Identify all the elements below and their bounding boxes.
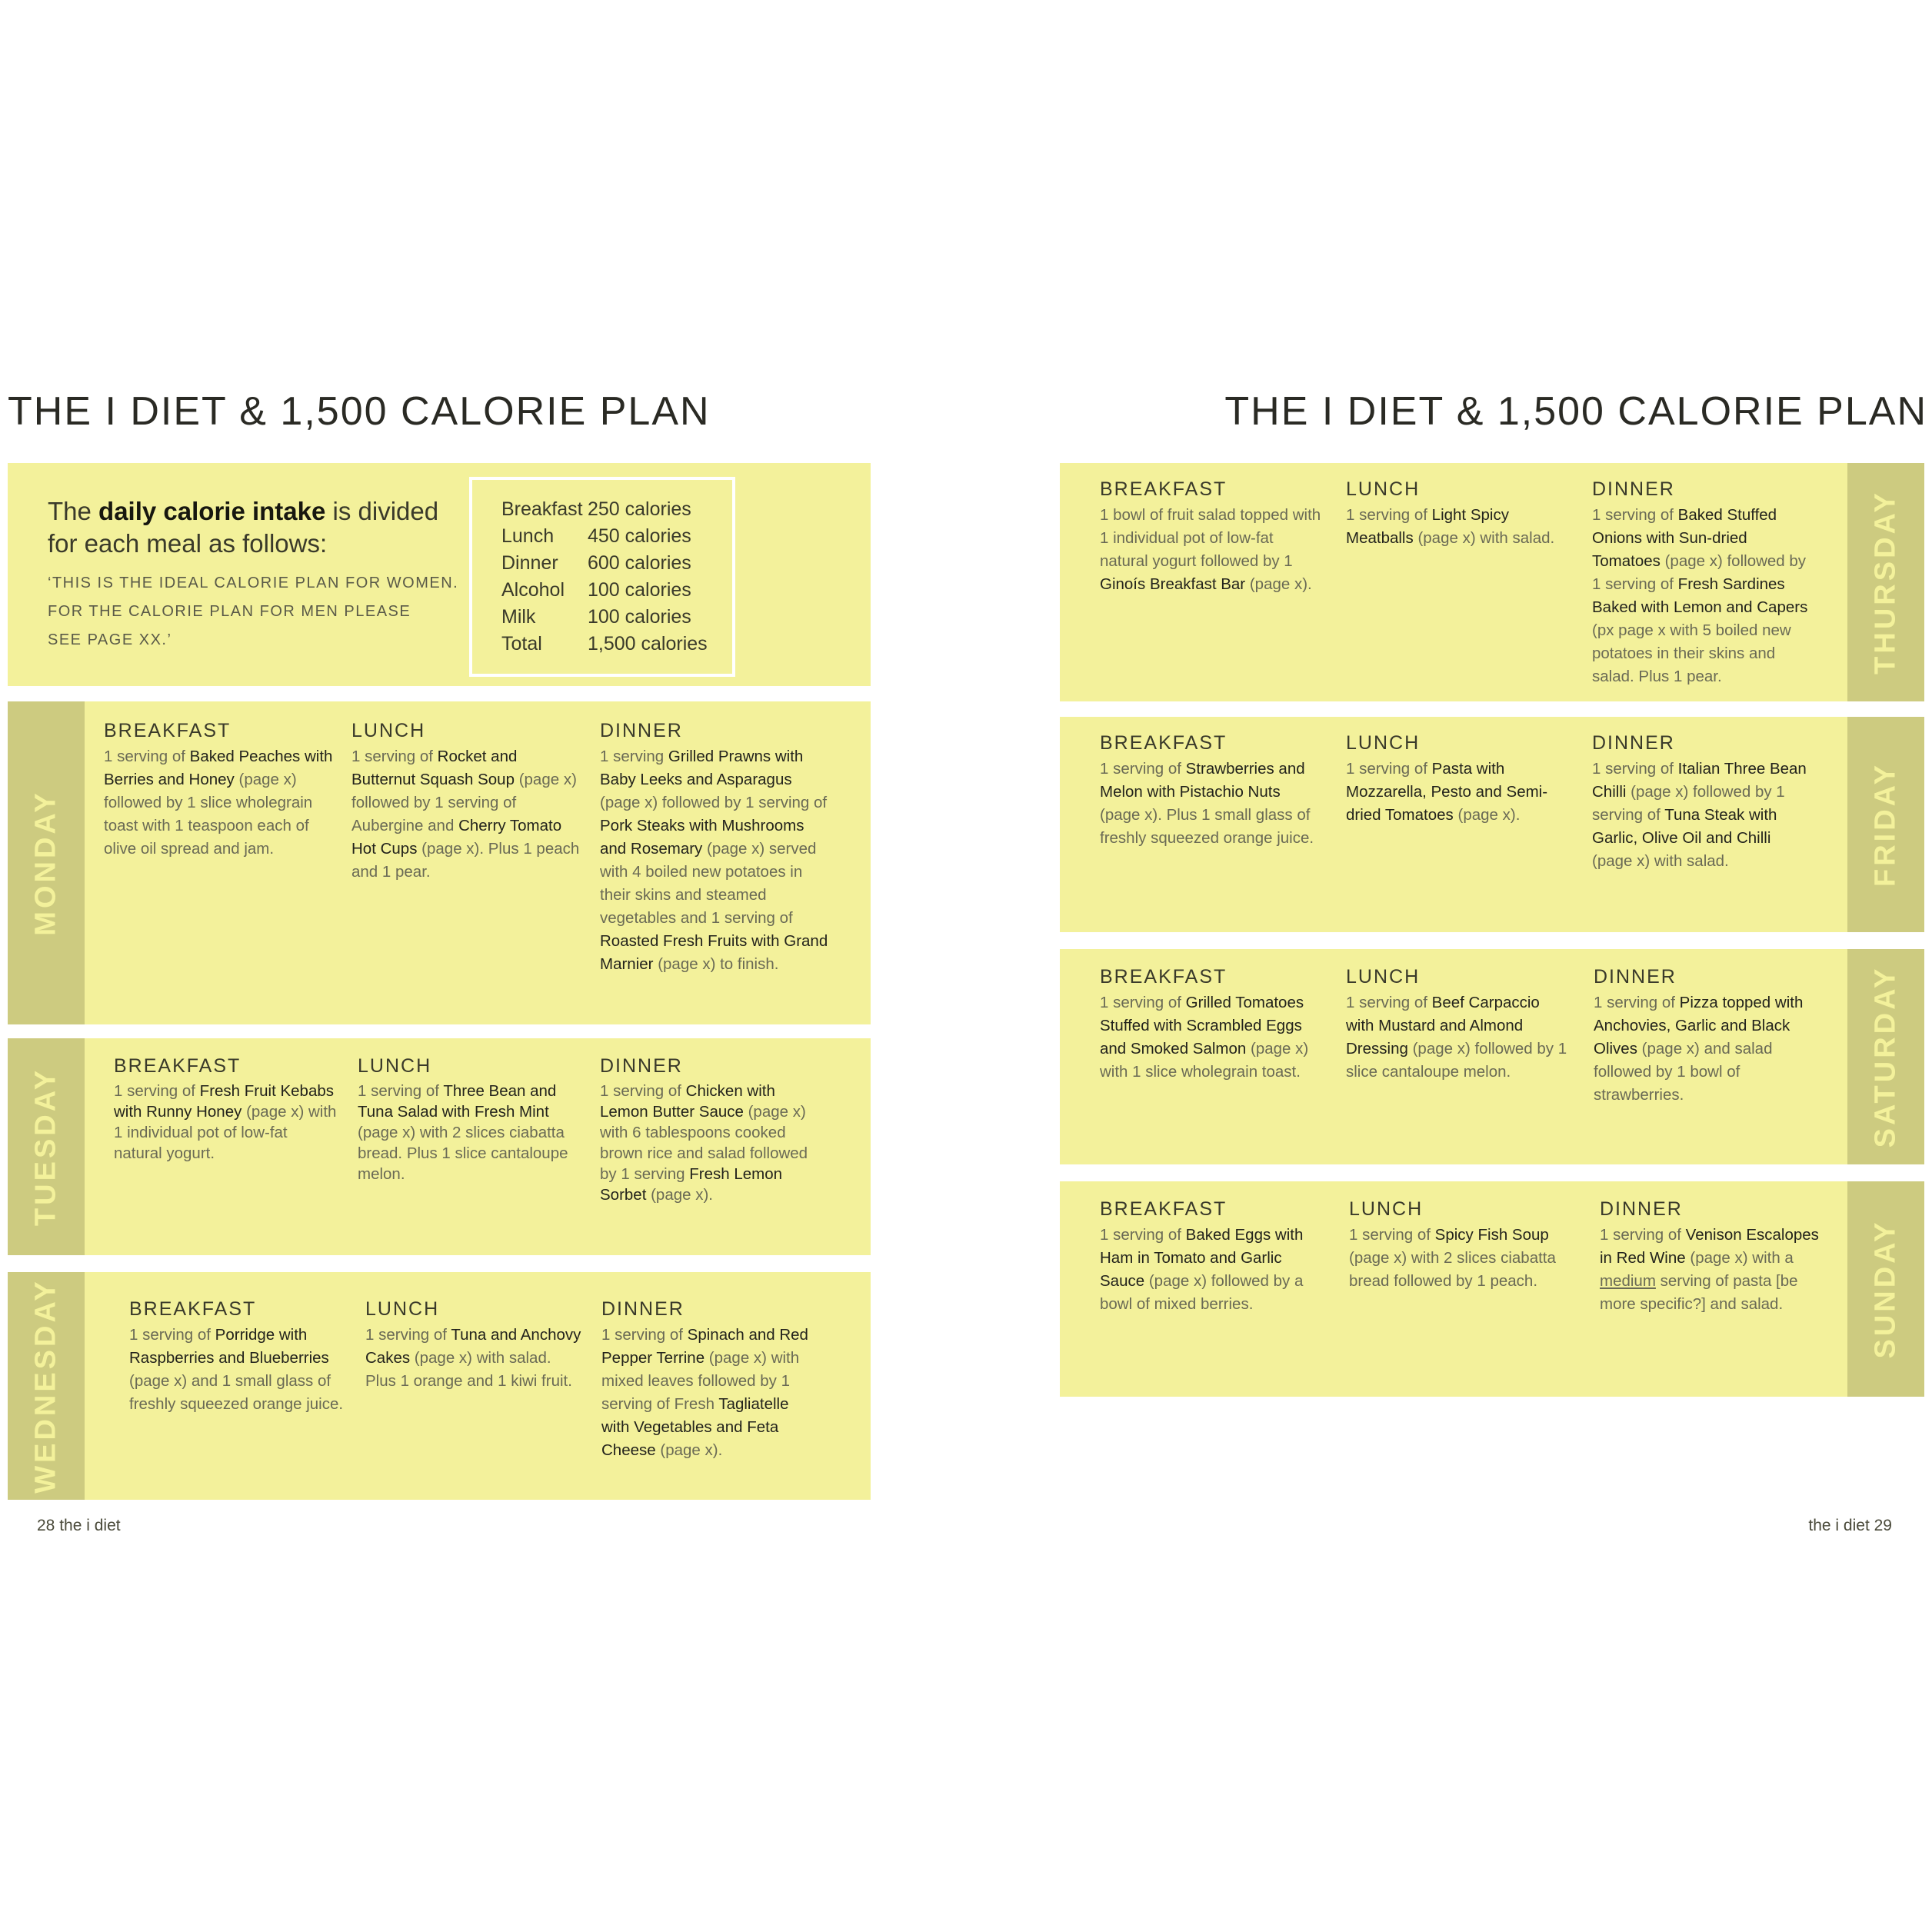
dish-name: Tagliatelle with Vegetables and Feta Cheese [601,1395,789,1459]
meal-text-segment: (page x). Plus 1 small glass of freshly squeezed orange juice. [1100,806,1314,847]
meal-lunch: LUNCH 1 serving of Three Bean and Tuna Salad with Fresh Mint (page x) with 2 slices ciabatta bread. Plus 1 slice cantaloupe melon. [358,1055,568,1183]
calorie-row: Total 1,500 calories [501,633,708,655]
meal-text-segment: (page x) followed by 1 serving of [600,794,828,811]
dish-name: Baked Peaches with Berries and Honey [104,748,333,788]
calorie-row: Dinner 600 calories [501,552,691,574]
dish-name: Grilled Tomatoes Stuffed with Scrambled Eggs and Smoked Salmon [1100,994,1304,1058]
meal-text-segment: 1 serving of [1594,994,1680,1011]
meal-dinner: DINNER 1 serving of Pizza topped with Anchovies, Garlic and Black Olives (page x) and salad followed by 1 bowl of strawberries. [1594,966,1804,1104]
meal-text-segment: 1 serving of [1592,506,1678,524]
meal-dinner: DINNER 1 serving of Chicken with Lemon Butter Sauce (page x) with 6 tablespoons cooked brown rice and salad followed by 1 serving Fresh Lemon Sorbet (page x). [600,1055,808,1204]
day-strip [1847,1181,1924,1397]
dish-name: Fresh Lemon Sorbet [600,1165,783,1204]
meal-text-segment: (page x) with salad. [1413,529,1555,547]
dish-name: Chicken with Lemon Butter Sauce [600,1082,775,1121]
meal-dinner: DINNER 1 serving of Spinach and Red Pepper Terrine (page x) with mixed leaves followed by 1 serving of Fresh Tagliatelle with Vegetables and Feta Cheese (page x). [601,1298,808,1459]
dish-name: Venison Escalopes in Red Wine [1600,1226,1819,1267]
meal-text-segment: (page x) followed by 1 slice wholegrain toast with 1 teaspoon each of olive oil spread and jam. [104,771,313,858]
dish-name: Fresh Sardines Baked with Lemon and Capers [1592,575,1808,616]
meal-text-segment: (page x) with mixed leaves followed by 1 serving of Fresh [601,1349,800,1413]
meal-dinner: DINNER 1 serving Grilled Prawns with Baby Leeks and Asparagus (page x) followed by 1 serving of Pork Steaks with Mushrooms and Rosemary (page x) served with 4 boiled new potatoes in their skins and steamed vegetables and 1 serving of Roasted Fresh Fruits with Grand Marnier (page x) to finish. [600,720,828,973]
intro-note: ‘THIS IS THE IDEAL CALORIE PLAN FOR WOMEN. FOR THE CALORIE PLAN FOR MEN PLEASE SEE PAGE XX.’ [48,575,459,648]
meal-breakfast: BREAKFAST 1 serving of Baked Peaches with Berries and Honey (page x) followed by 1 slice wholegrain toast with 1 teaspoon each of olive oil spread and jam. [104,720,333,858]
calorie-breakdown-table [469,477,735,677]
dish-name: Tuna and Anchovy Cakes [365,1326,581,1367]
meal-text-segment: (page x) served with 4 boiled new potatoes in their skins and steamed vegetables and 1 serving of [600,840,817,927]
meal-text-segment: (page x) and salad followed by 1 bowl of strawberries. [1594,1040,1773,1104]
meal-text-segment: (page x) with 1 individual pot of low-fat natural yogurt. [114,1103,337,1162]
page-title: THE I DIET & 1,500 CALORIE PLAN [8,389,711,434]
meal-text-segment: (page x) with 2 slices ciabatta bread followed by 1 peach. [1349,1249,1556,1290]
day-strip [1847,463,1924,701]
calorie-row: Alcohol 100 calories [501,579,691,601]
intro-heading: The daily calorie intake is divided for each meal as follows: [48,497,439,558]
meal-text-segment: serving of pasta [be more specific?] and salad. [1600,1272,1798,1313]
day-strip [8,1038,85,1255]
meal-text-segment: 1 serving of [600,1082,686,1100]
day-block-sunday [1060,1181,1924,1397]
meal-text-segment: (page x) with 2 slices ciabatta bread. Plus 1 slice cantaloupe melon. [358,1124,568,1183]
meal-text-segment: (page x) with a [1685,1249,1794,1267]
meal-text-segment: 1 serving of [1100,760,1186,778]
day-label: WEDNESDAY [29,1278,62,1494]
dish-name: Beef Carpaccio with Mustard and Almond Dressing [1346,994,1540,1058]
meal-text-segment: (page x) with salad. Plus 1 orange and 1 kiwi fruit. [365,1349,572,1390]
meal-text-segment: 1 serving of [351,748,438,765]
meal-dinner: DINNER 1 serving of Venison Escalopes in Red Wine (page x) with a medium serving of pasta [be more specific?] and salad. [1600,1198,1819,1313]
meal-text-segment: (page x). [655,1441,723,1459]
meal-text-segment: (page x). [1453,806,1521,824]
meal-text-segment: (page x) with 6 tablespoons cooked brown rice and salad followed by 1 serving [600,1103,808,1183]
page-footer: the i diet 29 [1808,1517,1892,1534]
calorie-intro-box [8,463,871,686]
meal-dinner: DINNER 1 serving of Baked Stuffed Onions with Sun-dried Tomatoes (page x) followed by 1 serving of Fresh Sardines Baked with Lemon and Capers (px page x with 5 boiled new potatoes in their skins and salad. Plus 1 pear. [1592,478,1808,685]
page-footer: 28 the i diet [37,1517,121,1534]
day-strip [8,1272,85,1500]
meal-text-segment: (page x) followed by 1 serving of [1592,552,1807,593]
meal-breakfast: BREAKFAST 1 serving of Fresh Fruit Kebabs with Runny Honey (page x) with 1 individual pot of low-fat natural yogurt. [114,1055,337,1162]
day-label: FRIDAY [1869,762,1902,887]
day-label: SATURDAY [1869,965,1902,1148]
day-label: THURSDAY [1869,490,1902,675]
meal-text-segment: (page x). Plus 1 peach and 1 pear. [351,840,580,881]
meal-text-segment: (page x) with salad. [1592,852,1729,870]
page-title: THE I DIET & 1,500 CALORIE PLAN [1224,389,1927,434]
meal-text-segment: 1 serving of [1600,1226,1686,1244]
meal-text-segment: 1 serving of [1592,760,1678,778]
dish-name: Italian Three Bean Chilli [1592,760,1807,801]
right-page [966,0,1932,1932]
dish-name: Strawberries and Melon with Pistachio Nuts [1100,760,1305,801]
day-strip [1847,949,1924,1164]
meal-lunch: LUNCH 1 serving of Spicy Fish Soup (page x) with 2 slices ciabatta bread followed by 1 peach. [1349,1198,1556,1290]
meal-text-segment: (page x). [646,1186,714,1204]
dish-name: Grilled Prawns with Baby Leeks and Asparagus [600,748,804,788]
day-label: TUESDAY [29,1067,62,1227]
dish-name: Three Bean and Tuna Salad with Fresh Mint [358,1082,557,1121]
meal-text-segment: 1 serving of [358,1082,444,1100]
day-block-monday [8,701,871,1024]
dish-name: Cherry Tomato Hot Cups [351,817,562,858]
dish-name: Tuna Steak with Garlic, Olive Oil and Chilli [1592,806,1777,847]
meal-text-segment: medium [1600,1272,1656,1290]
day-strip [8,701,85,1024]
meal-breakfast: BREAKFAST 1 serving of Baked Eggs with Ham in Tomato and Garlic Sauce (page x) followed by a bowl of mixed berries. [1100,1198,1304,1313]
dish-name: Baked Stuffed Onions with Sun-dried Tomatoes [1592,506,1777,570]
dish-name: Pasta with Mozzarella, Pesto and Semi-dried Tomatoes [1346,760,1548,824]
meal-text-segment: (page x) followed by 1 slice cantaloupe melon. [1346,1040,1567,1081]
calorie-row: Milk 100 calories [501,606,691,628]
day-block-wednesday [8,1272,871,1500]
day-label: MONDAY [29,790,62,936]
day-block-friday [1060,717,1924,932]
dish-name: Ginoís Breakfast Bar [1100,575,1246,593]
day-block-tuesday [8,1038,871,1255]
dish-name: Spinach and Red Pepper Terrine [601,1326,808,1367]
dish-name: Rocket and Butternut Squash Soup [351,748,518,788]
meal-breakfast: BREAKFAST 1 serving of Strawberries and Melon with Pistachio Nuts (page x). Plus 1 small glass of freshly squeezed orange juice. [1100,732,1314,847]
meal-text-segment: 1 bowl of fruit salad topped with 1 individual pot of low-fat natural yogurt followed by 1 [1100,506,1321,570]
meal-text-segment: (page x) with 1 slice wholegrain toast. [1100,1040,1309,1081]
meal-text-segment: (px page x with 5 boiled new potatoes in their skins and salad. Plus 1 pear. [1592,621,1791,685]
meal-text-segment: (page x) followed by 1 serving of Aubergine and [351,771,577,834]
meal-lunch: LUNCH 1 serving of Beef Carpaccio with Mustard and Almond Dressing (page x) followed by 1 slice cantaloupe melon. [1346,966,1567,1081]
meal-breakfast: BREAKFAST 1 bowl of fruit salad topped with 1 individual pot of low-fat natural yogurt followed by 1 Ginoís Breakfast Bar (page x). [1100,478,1321,593]
calorie-row: Lunch 450 calories [501,525,691,547]
meal-text-segment: (page x). [1245,575,1312,593]
dish-name: Baked Eggs with Ham in Tomato and Garlic Sauce [1100,1226,1304,1290]
meal-text-segment: 1 serving [600,748,668,765]
dish-name: Pork Steaks with Mushrooms and Rosemary [600,817,804,858]
dish-name: Porridge with Raspberries and Blueberries [129,1326,329,1367]
meal-lunch: LUNCH 1 serving of Pasta with Mozzarella, Pesto and Semi-dried Tomatoes (page x). [1346,732,1548,824]
dish-name: Fresh Fruit Kebabs with Runny Honey [114,1082,334,1121]
dish-name: Roasted Fresh Fruits with Grand Marnier [600,932,828,973]
meal-breakfast: BREAKFAST 1 serving of Porridge with Raspberries and Blueberries (page x) and 1 small glass of freshly squeezed orange juice. [129,1298,344,1413]
meal-lunch: LUNCH 1 serving of Light Spicy Meatballs (page x) with salad. [1346,478,1555,547]
meal-lunch: LUNCH 1 serving of Rocket and Butternut Squash Soup (page x) followed by 1 serving of Aubergine and Cherry Tomato Hot Cups (page x). Plus 1 peach and 1 pear. [351,720,580,881]
meal-text-segment: (page x) followed by 1 serving of [1592,783,1785,824]
meal-text-segment: (page x) followed by a bowl of mixed berries. [1100,1272,1304,1313]
meal-text-segment: 1 serving of [1346,994,1432,1011]
dish-name: Light Spicy Meatballs [1346,506,1509,547]
meal-text-segment: 1 serving of [365,1326,451,1344]
day-label: SUNDAY [1869,1219,1902,1359]
meal-text-segment: 1 serving of [1100,1226,1186,1244]
meal-dinner: DINNER 1 serving of Italian Three Bean Chilli (page x) followed by 1 serving of Tuna Steak with Garlic, Olive Oil and Chilli (page x) with salad. [1592,732,1807,870]
meal-text-segment: 1 serving of [104,748,190,765]
dish-name: Pizza topped with Anchovies, Garlic and Black Olives [1594,994,1804,1058]
meal-text-segment: 1 serving of [129,1326,215,1344]
meal-lunch: LUNCH 1 serving of Tuna and Anchovy Cakes (page x) with salad. Plus 1 orange and 1 kiwi fruit. [365,1298,581,1390]
meal-breakfast: BREAKFAST 1 serving of Grilled Tomatoes Stuffed with Scrambled Eggs and Smoked Salmon (page x) with 1 slice wholegrain toast. [1100,966,1309,1081]
meal-text-segment: (page x) to finish. [653,955,779,973]
meal-text-segment: 1 serving of [601,1326,688,1344]
meal-text-segment: 1 serving of [1349,1226,1435,1244]
meal-text-segment: 1 serving of [1346,506,1432,524]
meal-text-segment: 1 serving of [1346,760,1432,778]
calorie-row: Breakfast 250 calories [501,498,691,520]
meal-text-segment: 1 serving of [114,1082,200,1100]
day-block-thursday [1060,463,1924,701]
meal-text-segment: 1 serving of [1100,994,1186,1011]
meal-text-segment: (page x) and 1 small glass of freshly squeezed orange juice. [129,1372,344,1413]
dish-name: Spicy Fish Soup [1434,1226,1549,1244]
day-strip [1847,717,1924,932]
day-block-saturday [1060,949,1924,1164]
